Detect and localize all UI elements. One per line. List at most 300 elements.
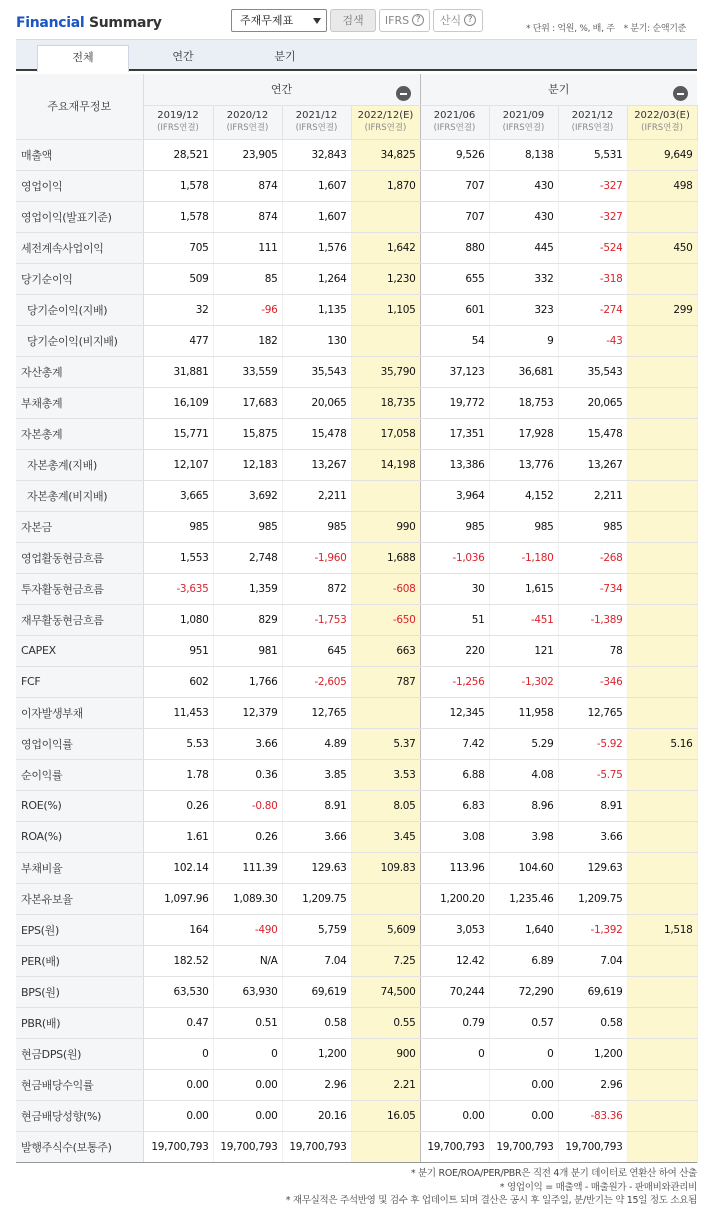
table-cell: 102.14 xyxy=(143,852,213,883)
table-cell: 9,526 xyxy=(420,139,489,170)
table-cell: 5.29 xyxy=(489,728,558,759)
row-label: 이자발생부채 xyxy=(16,697,143,728)
table-cell: 1,607 xyxy=(282,201,351,232)
table-cell: 601 xyxy=(420,294,489,325)
table-cell: -1,302 xyxy=(489,666,558,697)
table-cell: 5.37 xyxy=(351,728,420,759)
table-cell xyxy=(627,852,697,883)
table-cell: 430 xyxy=(489,170,558,201)
table-cell: 6.83 xyxy=(420,790,489,821)
table-cell xyxy=(627,542,697,573)
table-cell: 3.66 xyxy=(282,821,351,852)
table-cell: 7.04 xyxy=(558,945,627,976)
search-button[interactable]: 검색 xyxy=(330,9,376,32)
table-row xyxy=(16,1007,697,1038)
table-cell: 13,386 xyxy=(420,449,489,480)
table-cell: 4.89 xyxy=(282,728,351,759)
row-label: 순이익률 xyxy=(16,759,143,790)
row-label: ROA(%) xyxy=(16,821,143,852)
table-cell: -2,605 xyxy=(282,666,351,697)
table-row xyxy=(16,387,697,418)
table-cell: 1,097.96 xyxy=(143,883,213,914)
table-cell: 5.16 xyxy=(627,728,697,759)
table-row xyxy=(16,480,697,511)
table-cell: 985 xyxy=(558,511,627,542)
table-cell: 981 xyxy=(213,635,282,666)
table-row xyxy=(16,666,697,697)
table-cell: 3.08 xyxy=(420,821,489,852)
table-cell xyxy=(627,263,697,294)
table-cell: 111 xyxy=(213,232,282,263)
table-cell: -0.80 xyxy=(213,790,282,821)
table-cell: 1.78 xyxy=(143,759,213,790)
table-cell: 63,930 xyxy=(213,976,282,1007)
table-cell xyxy=(627,1100,697,1131)
table-cell xyxy=(627,604,697,635)
table-cell: 0.00 xyxy=(213,1069,282,1100)
period-date: 2022/12(E) xyxy=(357,110,414,121)
period-header xyxy=(282,105,351,139)
period-header xyxy=(213,105,282,139)
table-cell: 12.42 xyxy=(420,945,489,976)
table-cell: 3.66 xyxy=(558,821,627,852)
table-cell: 12,183 xyxy=(213,449,282,480)
table-cell: 7.42 xyxy=(420,728,489,759)
row-label: PER(배) xyxy=(16,945,143,976)
unit-note xyxy=(526,21,686,34)
table-cell: 705 xyxy=(143,232,213,263)
table-cell: 104.60 xyxy=(489,852,558,883)
table-cell: 20,065 xyxy=(282,387,351,418)
table-cell: 3.45 xyxy=(351,821,420,852)
row-label: FCF xyxy=(16,666,143,697)
table-row xyxy=(16,325,697,356)
row-label: 영업이익률 xyxy=(16,728,143,759)
table-cell: 9 xyxy=(489,325,558,356)
table-cell xyxy=(351,1131,420,1162)
table-cell: 9,649 xyxy=(627,139,697,170)
table-cell: 1,870 xyxy=(351,170,420,201)
table-cell: 2.96 xyxy=(282,1069,351,1100)
help-icon: ? xyxy=(412,14,424,26)
period-date: 2021/12 xyxy=(571,110,614,121)
row-label: 자본총계(지배) xyxy=(16,449,143,480)
table-row xyxy=(16,1100,697,1131)
table-cell xyxy=(627,790,697,821)
table-row xyxy=(16,232,697,263)
column-header-item: 주요재무정보 xyxy=(16,74,143,139)
table-cell: 51 xyxy=(420,604,489,635)
collapse-annual-icon[interactable] xyxy=(396,86,411,101)
table-row xyxy=(16,728,697,759)
period-basis: (IFRS연결) xyxy=(571,123,614,133)
table-cell: 655 xyxy=(420,263,489,294)
row-label: 당기순이익 xyxy=(16,263,143,294)
table-cell: -650 xyxy=(351,604,420,635)
table-cell: 5.53 xyxy=(143,728,213,759)
table-cell: 13,776 xyxy=(489,449,558,480)
table-cell: 182 xyxy=(213,325,282,356)
table-row xyxy=(16,511,697,542)
table-cell: 985 xyxy=(213,511,282,542)
table-cell xyxy=(627,1007,697,1038)
table-cell: 7.04 xyxy=(282,945,351,976)
period-basis-text: * 분기: 순액기준 xyxy=(623,24,687,34)
annual-group-header xyxy=(143,74,420,105)
table-cell: 32,843 xyxy=(282,139,351,170)
table-cell: 12,345 xyxy=(420,697,489,728)
period-header xyxy=(489,105,558,139)
table-cell: 54 xyxy=(420,325,489,356)
chevron-down-icon xyxy=(313,18,321,24)
table-cell: 0.00 xyxy=(143,1069,213,1100)
table-cell: -1,256 xyxy=(420,666,489,697)
table-cell: 19,700,793 xyxy=(213,1131,282,1162)
table-cell xyxy=(351,697,420,728)
collapse-quarter-icon[interactable] xyxy=(673,86,688,101)
table-cell: 707 xyxy=(420,170,489,201)
table-cell: 1,640 xyxy=(489,914,558,945)
table-cell: 3.98 xyxy=(489,821,558,852)
table-cell: 1,089.30 xyxy=(213,883,282,914)
table-cell: 16.05 xyxy=(351,1100,420,1131)
table-cell xyxy=(351,201,420,232)
period-date: 2020/12 xyxy=(226,110,269,121)
table-cell: 3,665 xyxy=(143,480,213,511)
table-cell xyxy=(627,1069,697,1100)
table-cell: 11,958 xyxy=(489,697,558,728)
table-cell: 0.36 xyxy=(213,759,282,790)
row-label: 현금DPS(원) xyxy=(16,1038,143,1069)
table-cell xyxy=(627,1131,697,1162)
table-cell: -346 xyxy=(558,666,627,697)
table-cell xyxy=(351,325,420,356)
row-label: 영업이익(발표기준) xyxy=(16,201,143,232)
table-cell: 70,244 xyxy=(420,976,489,1007)
period-basis: (IFRS연결) xyxy=(226,123,269,133)
table-cell: 19,700,793 xyxy=(143,1131,213,1162)
table-row xyxy=(16,1131,697,1162)
table-cell: 2.21 xyxy=(351,1069,420,1100)
table-cell: 1,607 xyxy=(282,170,351,201)
brand-main: Financial xyxy=(16,15,85,31)
table-cell: 109.83 xyxy=(351,852,420,883)
table-cell: 1,264 xyxy=(282,263,351,294)
table-cell: 0.57 xyxy=(489,1007,558,1038)
table-row xyxy=(16,697,697,728)
table-cell: 12,379 xyxy=(213,697,282,728)
tab-annual[interactable]: 연간 xyxy=(172,50,194,63)
table-cell: 0.00 xyxy=(489,1069,558,1100)
table-cell: 880 xyxy=(420,232,489,263)
table-cell: 19,700,793 xyxy=(489,1131,558,1162)
table-cell: 1,578 xyxy=(143,170,213,201)
table-cell xyxy=(627,325,697,356)
table-cell: -274 xyxy=(558,294,627,325)
table-cell: 1,209.75 xyxy=(558,883,627,914)
row-label: EPS(원) xyxy=(16,914,143,945)
table-cell: 33,559 xyxy=(213,356,282,387)
table-cell: 3.85 xyxy=(282,759,351,790)
formula-label: 산식 xyxy=(439,14,462,27)
table-cell: 5,609 xyxy=(351,914,420,945)
table-row xyxy=(16,263,697,294)
table-cell: -1,960 xyxy=(282,542,351,573)
table-cell: 15,478 xyxy=(282,418,351,449)
row-label: BPS(원) xyxy=(16,976,143,1007)
table-cell: 3,964 xyxy=(420,480,489,511)
table-row xyxy=(16,790,697,821)
table-cell xyxy=(627,1038,697,1069)
table-cell: 8.05 xyxy=(351,790,420,821)
table-cell xyxy=(627,573,697,604)
row-label: 자본총계(비지배) xyxy=(16,480,143,511)
table-cell xyxy=(420,1069,489,1100)
table-cell: 0.58 xyxy=(282,1007,351,1038)
table-cell xyxy=(351,883,420,914)
table-row xyxy=(16,201,697,232)
table-cell: 4,152 xyxy=(489,480,558,511)
formula-help-button[interactable] xyxy=(433,9,483,32)
table-cell xyxy=(627,821,697,852)
period-header xyxy=(351,105,420,139)
table-row xyxy=(16,759,697,790)
table-cell: 19,700,793 xyxy=(558,1131,627,1162)
row-label: CAPEX xyxy=(16,635,143,666)
table-cell: 663 xyxy=(351,635,420,666)
table-cell: 1,200.20 xyxy=(420,883,489,914)
table-cell: 16,109 xyxy=(143,387,213,418)
table-row xyxy=(16,852,697,883)
period-basis: (IFRS연결) xyxy=(157,123,199,133)
table-cell: 430 xyxy=(489,201,558,232)
table-cell: 69,619 xyxy=(558,976,627,1007)
table-cell: 2,211 xyxy=(558,480,627,511)
tab-quarter[interactable]: 분기 xyxy=(274,50,296,63)
table-cell: 11,453 xyxy=(143,697,213,728)
table-cell: 332 xyxy=(489,263,558,294)
table-cell: 129.63 xyxy=(282,852,351,883)
table-cell: 1,553 xyxy=(143,542,213,573)
table-cell: 8.96 xyxy=(489,790,558,821)
table-cell: 787 xyxy=(351,666,420,697)
table-cell: 7.25 xyxy=(351,945,420,976)
table-cell: 1,766 xyxy=(213,666,282,697)
row-label: 부채총계 xyxy=(16,387,143,418)
table-cell: 13,267 xyxy=(558,449,627,480)
unit-text: * 단위 : 억원, %, 배, 주 xyxy=(526,24,615,34)
table-cell: 985 xyxy=(489,511,558,542)
table-cell: 17,928 xyxy=(489,418,558,449)
ifrs-help-button[interactable] xyxy=(379,9,430,32)
table-cell xyxy=(627,387,697,418)
row-label: ROE(%) xyxy=(16,790,143,821)
table-row xyxy=(16,635,697,666)
toolbar xyxy=(0,0,712,38)
table-cell: -5.92 xyxy=(558,728,627,759)
table-row xyxy=(16,1069,697,1100)
table-cell: 299 xyxy=(627,294,697,325)
financial-summary-table xyxy=(16,74,698,1163)
row-label: 현금배당성향(%) xyxy=(16,1100,143,1131)
table-cell: 12,107 xyxy=(143,449,213,480)
table-cell: 8,138 xyxy=(489,139,558,170)
row-label: 매출액 xyxy=(16,139,143,170)
annual-group-label: 연간 xyxy=(270,83,293,97)
table-cell: 12,765 xyxy=(282,697,351,728)
table-cell: -1,389 xyxy=(558,604,627,635)
table-cell: 1,615 xyxy=(489,573,558,604)
table-cell: 17,058 xyxy=(351,418,420,449)
table-cell: 18,753 xyxy=(489,387,558,418)
table-cell: 19,700,793 xyxy=(282,1131,351,1162)
row-label: 당기순이익(지배) xyxy=(16,294,143,325)
help-icon: ? xyxy=(464,14,476,26)
table-cell: 35,543 xyxy=(558,356,627,387)
table-cell: 19,772 xyxy=(420,387,489,418)
table-cell: 63,530 xyxy=(143,976,213,1007)
page-title xyxy=(16,15,162,31)
table-cell: 0.00 xyxy=(143,1100,213,1131)
table-cell: 1,200 xyxy=(558,1038,627,1069)
table-cell: 1,576 xyxy=(282,232,351,263)
table-cell: 5,759 xyxy=(282,914,351,945)
table-row xyxy=(16,294,697,325)
period-header xyxy=(627,105,697,139)
row-label: 영업활동현금흐름 xyxy=(16,542,143,573)
table-cell: 645 xyxy=(282,635,351,666)
table-cell: 4.08 xyxy=(489,759,558,790)
table-cell: 28,521 xyxy=(143,139,213,170)
table-cell: 0 xyxy=(213,1038,282,1069)
table-cell: 3,053 xyxy=(420,914,489,945)
table-cell: 34,825 xyxy=(351,139,420,170)
table-cell: 17,683 xyxy=(213,387,282,418)
table-cell: 0.47 xyxy=(143,1007,213,1038)
table-cell: 74,500 xyxy=(351,976,420,1007)
table-cell: 113.96 xyxy=(420,852,489,883)
table-cell: 0 xyxy=(420,1038,489,1069)
table-cell: 951 xyxy=(143,635,213,666)
table-cell: 5,531 xyxy=(558,139,627,170)
table-cell: 498 xyxy=(627,170,697,201)
period-basis: (IFRS연결) xyxy=(295,123,338,133)
table-cell: 36,681 xyxy=(489,356,558,387)
table-cell: 111.39 xyxy=(213,852,282,883)
table-cell: 874 xyxy=(213,201,282,232)
table-cell: 0.55 xyxy=(351,1007,420,1038)
table-cell: -327 xyxy=(558,201,627,232)
table-cell: 2,748 xyxy=(213,542,282,573)
table-cell xyxy=(627,449,697,480)
table-cell: 78 xyxy=(558,635,627,666)
table-cell: 6.88 xyxy=(420,759,489,790)
table-cell: 35,790 xyxy=(351,356,420,387)
statement-select-value: 주재무제표 xyxy=(240,14,294,27)
table-cell: 0.79 xyxy=(420,1007,489,1038)
table-cell: -1,180 xyxy=(489,542,558,573)
table-cell: -5.75 xyxy=(558,759,627,790)
table-cell: -451 xyxy=(489,604,558,635)
table-cell: -524 xyxy=(558,232,627,263)
table-cell: 985 xyxy=(143,511,213,542)
table-cell: 1,518 xyxy=(627,914,697,945)
table-cell: 15,875 xyxy=(213,418,282,449)
table-cell xyxy=(627,201,697,232)
table-row xyxy=(16,945,697,976)
table-cell: 829 xyxy=(213,604,282,635)
table-cell: -1,036 xyxy=(420,542,489,573)
table-cell: 13,267 xyxy=(282,449,351,480)
table-cell: -1,392 xyxy=(558,914,627,945)
period-basis: (IFRS연결) xyxy=(502,123,545,133)
period-header xyxy=(143,105,213,139)
table-cell: 17,351 xyxy=(420,418,489,449)
table-cell: 1,642 xyxy=(351,232,420,263)
statement-select[interactable] xyxy=(231,9,327,32)
table-row xyxy=(16,914,697,945)
table-cell: 0.00 xyxy=(489,1100,558,1131)
footnote: * 재무실적은 주석반영 및 검수 후 업데이트 되며 결산은 공시 후 일주일, 분/반기는 약 15일 정도 소요됨 xyxy=(285,1195,697,1206)
table-cell: N/A xyxy=(213,945,282,976)
table-cell: 220 xyxy=(420,635,489,666)
table-body xyxy=(16,139,697,1162)
table-cell: -83.36 xyxy=(558,1100,627,1131)
table-cell xyxy=(627,883,697,914)
row-label: 자본금 xyxy=(16,511,143,542)
table-cell: 1,135 xyxy=(282,294,351,325)
table-cell: -734 xyxy=(558,573,627,604)
table-cell xyxy=(627,511,697,542)
table-cell: 477 xyxy=(143,325,213,356)
tab-all[interactable]: 전체 xyxy=(37,45,129,72)
table-bottom-divider xyxy=(16,1162,697,1163)
table-cell: 1,578 xyxy=(143,201,213,232)
period-header xyxy=(420,105,489,139)
table-cell: 6.89 xyxy=(489,945,558,976)
row-label: 재무활동현금흐름 xyxy=(16,604,143,635)
table-cell: 121 xyxy=(489,635,558,666)
table-cell: 31,881 xyxy=(143,356,213,387)
table-row xyxy=(16,449,697,480)
table-cell: 8.91 xyxy=(558,790,627,821)
table-row xyxy=(16,356,697,387)
table-cell xyxy=(627,697,697,728)
table-cell: 85 xyxy=(213,263,282,294)
table-cell: -3,635 xyxy=(143,573,213,604)
period-date: 2021/12 xyxy=(295,110,338,121)
table-cell xyxy=(627,418,697,449)
table-cell: 32 xyxy=(143,294,213,325)
period-basis: (IFRS연결) xyxy=(364,123,407,133)
row-label: 영업이익 xyxy=(16,170,143,201)
table-cell: 164 xyxy=(143,914,213,945)
table-cell: 2.96 xyxy=(558,1069,627,1100)
table-cell: -96 xyxy=(213,294,282,325)
table-cell: 0 xyxy=(489,1038,558,1069)
table-cell xyxy=(627,666,697,697)
table-cell: -327 xyxy=(558,170,627,201)
table-cell: -608 xyxy=(351,573,420,604)
row-label: 당기순이익(비지배) xyxy=(16,325,143,356)
table-cell xyxy=(627,480,697,511)
table-cell: 37,123 xyxy=(420,356,489,387)
quarter-group-label: 분기 xyxy=(548,83,570,97)
table-cell: 990 xyxy=(351,511,420,542)
table-cell: 1,200 xyxy=(282,1038,351,1069)
table-cell: 20.16 xyxy=(282,1100,351,1131)
table-row xyxy=(16,573,697,604)
